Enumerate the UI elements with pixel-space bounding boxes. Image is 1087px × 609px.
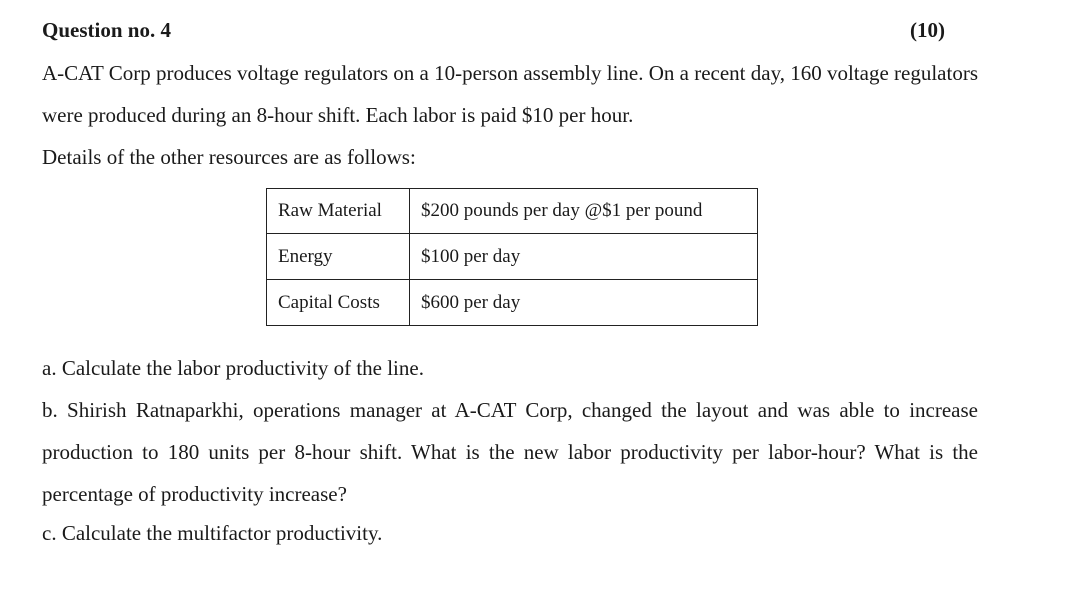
details-label: Details of the other resources are as follows: xyxy=(42,145,416,169)
table-row xyxy=(267,280,758,326)
question-title: Question no. 4 xyxy=(42,18,171,42)
table-row xyxy=(267,234,758,280)
resource-cost-cell: $200 pounds per day @$1 per pound xyxy=(410,189,758,234)
question-marks: (10) xyxy=(910,18,945,42)
part-b-question: b. Shirish Ratnaparkhi, operations manager at A-CAT Corp, changed the layout and was able to increase production to 180 units per 8-hour shift. What is the new labor productivity per labor-hour? What is the percentage of productivity increase? xyxy=(42,398,978,506)
resource-cost-cell: $600 per day xyxy=(410,280,758,326)
resource-cost-cell: $100 per day xyxy=(410,234,758,280)
resource-name-cell: Energy xyxy=(267,234,410,280)
part-a-question: a. Calculate the labor productivity of the line. xyxy=(42,356,424,380)
part-c-question: c. Calculate the multifactor productivity. xyxy=(42,521,383,545)
resource-name-cell: Capital Costs xyxy=(267,280,410,326)
resources-table xyxy=(266,188,758,326)
question-header xyxy=(42,18,945,46)
table-row xyxy=(267,189,758,234)
intro-paragraph: A-CAT Corp produces voltage regulators on a 10-person assembly line. On a recent day, 160 voltage regulators were produced during an 8-hour shift. Each labor is paid $10 per hour. xyxy=(42,61,978,127)
resource-name-cell: Raw Material xyxy=(267,189,410,234)
